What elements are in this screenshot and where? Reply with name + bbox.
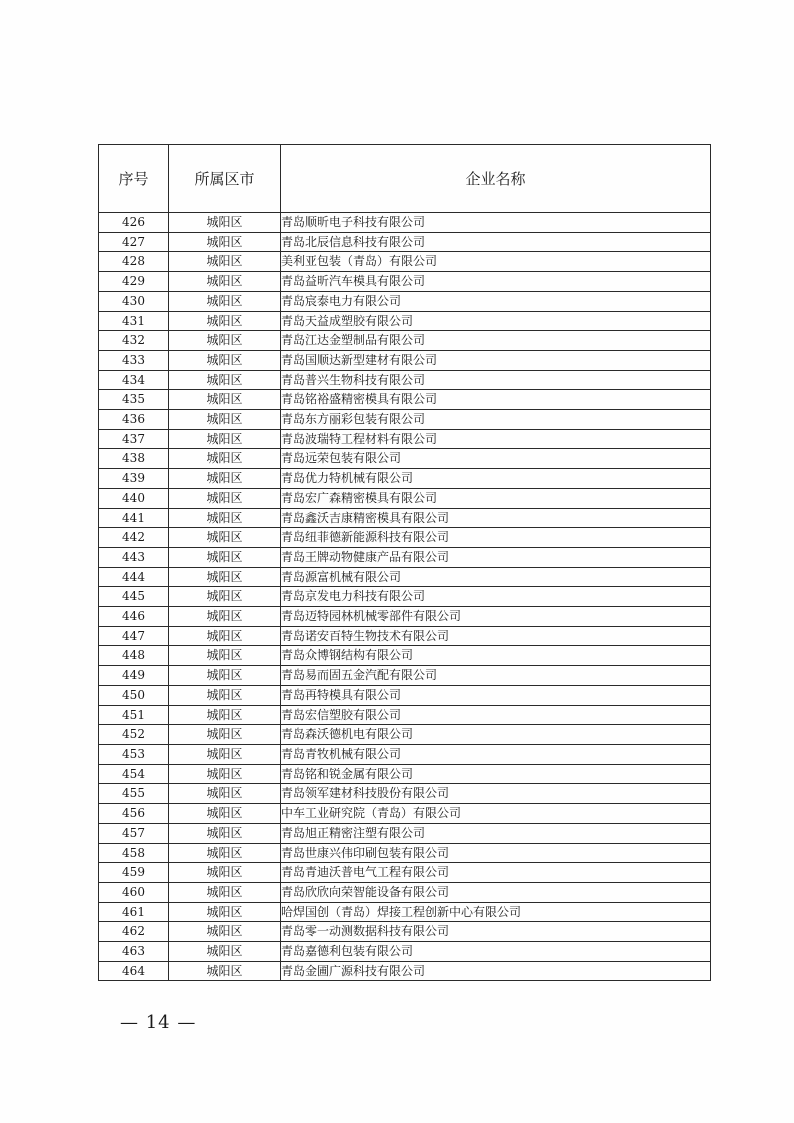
row-name: 青岛远荣包装有限公司 (281, 449, 711, 469)
row-district: 城阳区 (169, 843, 281, 863)
table-row (99, 705, 711, 725)
row-num: 434 (99, 370, 169, 390)
table-row (99, 350, 711, 370)
table-row (99, 429, 711, 449)
table-row (99, 469, 711, 489)
row-district: 城阳区 (169, 350, 281, 370)
row-name: 青岛普兴生物科技有限公司 (281, 370, 711, 390)
row-num: 463 (99, 942, 169, 962)
row-name: 青岛益昕汽车模具有限公司 (281, 272, 711, 292)
row-num: 450 (99, 685, 169, 705)
table-body (99, 213, 711, 981)
row-name: 青岛青迪沃普电气工程有限公司 (281, 863, 711, 883)
row-name: 青岛江达金塑制品有限公司 (281, 331, 711, 351)
row-num: 430 (99, 291, 169, 311)
row-name: 青岛顺昕电子科技有限公司 (281, 213, 711, 233)
row-name: 青岛世康兴伟印刷包装有限公司 (281, 843, 711, 863)
row-district: 城阳区 (169, 646, 281, 666)
table-row (99, 922, 711, 942)
row-name: 青岛金圃广源科技有限公司 (281, 961, 711, 981)
table-row (99, 370, 711, 390)
row-num: 432 (99, 331, 169, 351)
row-district: 城阳区 (169, 469, 281, 489)
row-district: 城阳区 (169, 528, 281, 548)
row-name: 青岛源富机械有限公司 (281, 567, 711, 587)
header-name: 企业名称 (281, 145, 711, 213)
row-district: 城阳区 (169, 429, 281, 449)
table-row (99, 626, 711, 646)
row-district: 城阳区 (169, 685, 281, 705)
row-district: 城阳区 (169, 626, 281, 646)
row-district: 城阳区 (169, 587, 281, 607)
row-num: 426 (99, 213, 169, 233)
row-num: 464 (99, 961, 169, 981)
row-num: 437 (99, 429, 169, 449)
table-row (99, 804, 711, 824)
row-district: 城阳区 (169, 331, 281, 351)
row-district: 城阳区 (169, 666, 281, 686)
table-row (99, 882, 711, 902)
table-row (99, 410, 711, 430)
row-name: 青岛旭正精密注塑有限公司 (281, 823, 711, 843)
row-district: 城阳区 (169, 961, 281, 981)
row-name: 青岛纽菲德新能源科技有限公司 (281, 528, 711, 548)
row-num: 435 (99, 390, 169, 410)
row-district: 城阳区 (169, 922, 281, 942)
row-num: 429 (99, 272, 169, 292)
table-row (99, 252, 711, 272)
row-num: 457 (99, 823, 169, 843)
row-num: 427 (99, 232, 169, 252)
table-row (99, 823, 711, 843)
table-row (99, 961, 711, 981)
table-row (99, 685, 711, 705)
table-header-row (99, 145, 711, 213)
row-district: 城阳区 (169, 705, 281, 725)
row-name: 青岛天益成塑胶有限公司 (281, 311, 711, 331)
row-num: 458 (99, 843, 169, 863)
row-num: 459 (99, 863, 169, 883)
table-row (99, 528, 711, 548)
row-district: 城阳区 (169, 272, 281, 292)
table-row (99, 232, 711, 252)
table-row (99, 902, 711, 922)
table-row (99, 646, 711, 666)
row-num: 447 (99, 626, 169, 646)
row-num: 433 (99, 350, 169, 370)
row-num: 455 (99, 784, 169, 804)
table-row (99, 784, 711, 804)
table-row (99, 764, 711, 784)
row-num: 460 (99, 882, 169, 902)
row-district: 城阳区 (169, 370, 281, 390)
row-num: 441 (99, 508, 169, 528)
table-row (99, 331, 711, 351)
row-num: 442 (99, 528, 169, 548)
row-district: 城阳区 (169, 784, 281, 804)
row-name: 青岛宸泰电力有限公司 (281, 291, 711, 311)
row-name: 青岛众博钢结构有限公司 (281, 646, 711, 666)
row-num: 452 (99, 725, 169, 745)
table-row (99, 725, 711, 745)
row-num: 440 (99, 488, 169, 508)
row-name: 哈焊国创（青岛）焊接工程创新中心有限公司 (281, 902, 711, 922)
table-row (99, 488, 711, 508)
row-district: 城阳区 (169, 488, 281, 508)
row-num: 436 (99, 410, 169, 430)
table-row (99, 547, 711, 567)
row-district: 城阳区 (169, 823, 281, 843)
table-row (99, 666, 711, 686)
row-name: 青岛欣欣向荣智能设备有限公司 (281, 882, 711, 902)
table-row (99, 744, 711, 764)
row-num: 428 (99, 252, 169, 272)
row-num: 449 (99, 666, 169, 686)
header-district: 所属区市 (169, 145, 281, 213)
row-district: 城阳区 (169, 725, 281, 745)
row-district: 城阳区 (169, 213, 281, 233)
row-num: 462 (99, 922, 169, 942)
row-num: 453 (99, 744, 169, 764)
row-name: 青岛优力特机械有限公司 (281, 469, 711, 489)
row-name: 青岛鑫沃吉康精密模具有限公司 (281, 508, 711, 528)
row-district: 城阳区 (169, 902, 281, 922)
row-name: 青岛森沃德机电有限公司 (281, 725, 711, 745)
table-row (99, 607, 711, 627)
row-name: 青岛领军建材科技股份有限公司 (281, 784, 711, 804)
row-district: 城阳区 (169, 942, 281, 962)
row-num: 461 (99, 902, 169, 922)
row-name: 青岛国顺达新型建材有限公司 (281, 350, 711, 370)
row-num: 438 (99, 449, 169, 469)
row-name: 青岛青牧机械有限公司 (281, 744, 711, 764)
table-row (99, 213, 711, 233)
row-name: 青岛铭和锐金属有限公司 (281, 764, 711, 784)
row-name: 青岛王牌动物健康产品有限公司 (281, 547, 711, 567)
table-row (99, 390, 711, 410)
row-name: 青岛迈特园林机械零部件有限公司 (281, 607, 711, 627)
row-name: 青岛宏信塑胶有限公司 (281, 705, 711, 725)
row-district: 城阳区 (169, 232, 281, 252)
row-district: 城阳区 (169, 311, 281, 331)
row-num: 448 (99, 646, 169, 666)
row-num: 451 (99, 705, 169, 725)
row-district: 城阳区 (169, 449, 281, 469)
row-name: 青岛东方丽彩包装有限公司 (281, 410, 711, 430)
row-district: 城阳区 (169, 764, 281, 784)
row-district: 城阳区 (169, 291, 281, 311)
row-name: 青岛波瑞特工程材料有限公司 (281, 429, 711, 449)
row-num: 445 (99, 587, 169, 607)
table-row (99, 567, 711, 587)
row-num: 454 (99, 764, 169, 784)
row-num: 443 (99, 547, 169, 567)
row-name: 青岛诺安百特生物技术有限公司 (281, 626, 711, 646)
row-num: 446 (99, 607, 169, 627)
row-num: 431 (99, 311, 169, 331)
row-num: 444 (99, 567, 169, 587)
row-name: 青岛宏广森精密模具有限公司 (281, 488, 711, 508)
row-district: 城阳区 (169, 390, 281, 410)
row-district: 城阳区 (169, 744, 281, 764)
row-name: 中车工业研究院（青岛）有限公司 (281, 804, 711, 824)
page-number: — 14 — (120, 1012, 197, 1033)
table-row (99, 311, 711, 331)
row-name: 青岛嘉德利包装有限公司 (281, 942, 711, 962)
table-row (99, 863, 711, 883)
row-district: 城阳区 (169, 508, 281, 528)
row-name: 青岛北辰信息科技有限公司 (281, 232, 711, 252)
row-district: 城阳区 (169, 804, 281, 824)
row-name: 青岛京发电力科技有限公司 (281, 587, 711, 607)
row-district: 城阳区 (169, 882, 281, 902)
table-row (99, 449, 711, 469)
table-row (99, 508, 711, 528)
header-num: 序号 (99, 145, 169, 213)
table-row (99, 942, 711, 962)
enterprise-table (98, 144, 711, 981)
row-name: 青岛再特模具有限公司 (281, 685, 711, 705)
table-row (99, 272, 711, 292)
row-district: 城阳区 (169, 252, 281, 272)
row-district: 城阳区 (169, 567, 281, 587)
row-num: 456 (99, 804, 169, 824)
table-row (99, 843, 711, 863)
row-name: 青岛铭裕盛精密模具有限公司 (281, 390, 711, 410)
table-row (99, 291, 711, 311)
row-num: 439 (99, 469, 169, 489)
table-row (99, 587, 711, 607)
row-district: 城阳区 (169, 863, 281, 883)
row-name: 青岛易而固五金汽配有限公司 (281, 666, 711, 686)
row-name: 青岛零一动测数据科技有限公司 (281, 922, 711, 942)
row-district: 城阳区 (169, 607, 281, 627)
row-district: 城阳区 (169, 410, 281, 430)
row-district: 城阳区 (169, 547, 281, 567)
row-name: 美利亚包装（青岛）有限公司 (281, 252, 711, 272)
